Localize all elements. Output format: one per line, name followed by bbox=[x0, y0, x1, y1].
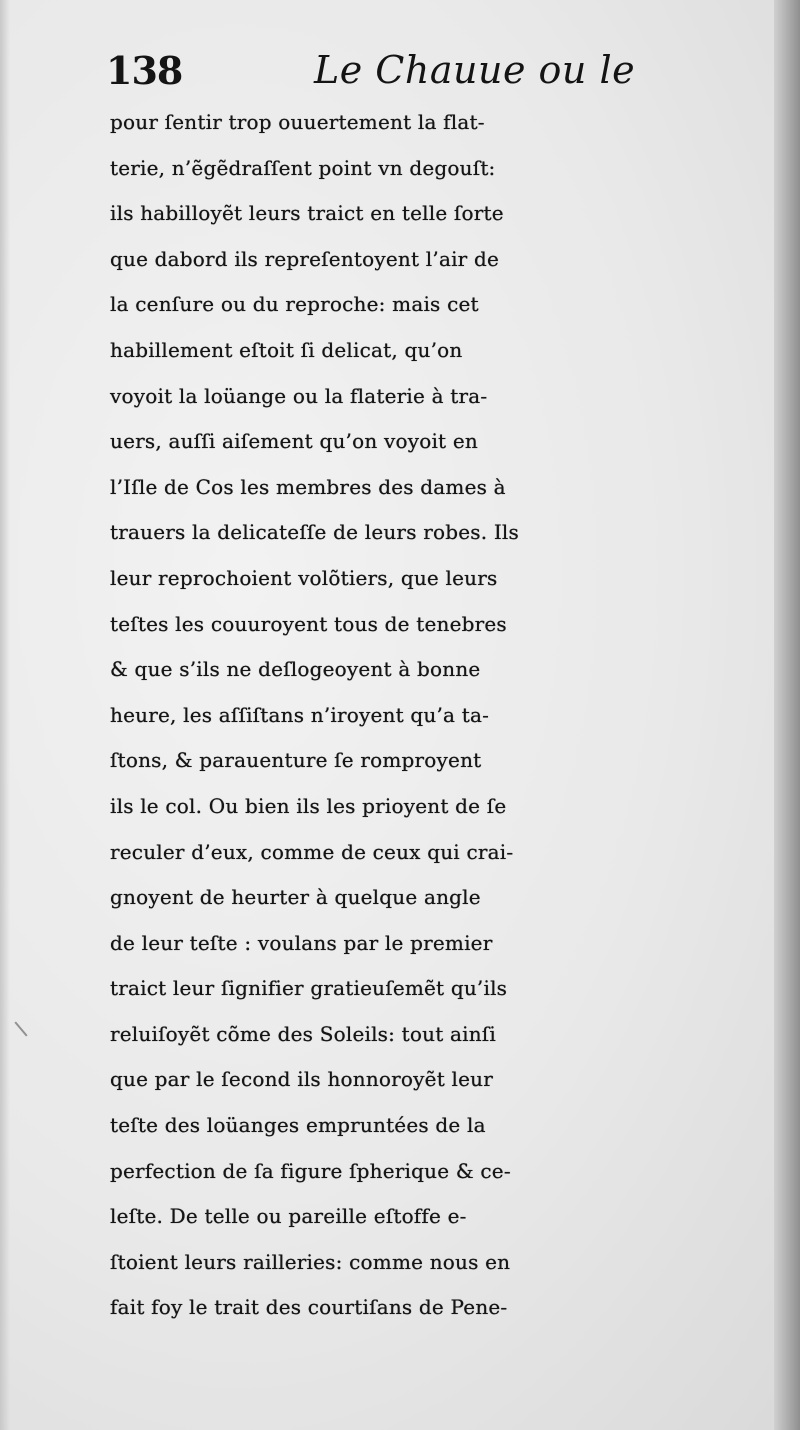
body-text bbox=[110, 100, 770, 1331]
margin-ink-mark bbox=[14, 1021, 27, 1036]
text-line: traict leur ſignifier gratieuſemẽt qu’ils bbox=[110, 976, 508, 1001]
text-line: ils le col. Ou bien ils les prioyent de ſe bbox=[110, 793, 507, 818]
text-line: trauers la delicateſſe de leurs robes. Ils bbox=[110, 520, 519, 545]
text-line: perfection de ſa figure ſpherique & ce- bbox=[110, 1158, 511, 1183]
text-line: reluiſoyẽt cõme des Soleils: tout ainſi bbox=[110, 1021, 496, 1046]
page-left-edge bbox=[0, 0, 10, 1430]
text-line: ſtons, & parauenture ſe romproyent bbox=[110, 748, 482, 773]
page-number: 138 bbox=[106, 48, 183, 93]
text-line: leur reprochoient volõtiers, que leurs bbox=[110, 565, 498, 590]
text-line: pour ſentir trop ouuertement la flat- bbox=[110, 110, 485, 134]
text-line: l’Iſle de Cos les membres des dames à bbox=[110, 474, 506, 499]
text-line: teſtes les couuroyent tous de tenebres bbox=[110, 611, 507, 636]
text-line: reculer d’eux, comme de ceux qui crai- bbox=[110, 839, 514, 864]
text-line: habillement eſtoit ſi delicat, qu’on bbox=[110, 337, 463, 362]
text-line: la cenſure ou du reproche: mais cet bbox=[110, 292, 479, 317]
text-line: voyoit la loüange ou la flaterie à tra- bbox=[110, 383, 488, 408]
text-line: heure, les aſſiſtans n’iroyent qu’a ta- bbox=[110, 702, 490, 727]
text-line: fait foy le trait des courtiſans de Pene- bbox=[110, 1295, 508, 1320]
text-line: que par le ſecond ils honnoroyẽt leur bbox=[110, 1067, 493, 1092]
text-line: gnoyent de heurter à quelque angle bbox=[110, 885, 481, 910]
page-right-edge-shadow bbox=[774, 0, 800, 1430]
text-line: ils habilloyẽt leurs traict en telle ſorte bbox=[110, 201, 504, 226]
text-line: de leur teſte : voulans par le premier bbox=[110, 930, 493, 955]
page-header bbox=[106, 44, 766, 100]
text-line: que dabord ils repreſentoyent l’air de bbox=[110, 246, 500, 271]
text-line: & que s’ils ne deſlogeoyent à bonne bbox=[110, 657, 481, 682]
text-line: leſte. De telle ou pareille eſtoffe e- bbox=[110, 1204, 467, 1229]
running-title: Le Chauue ou le bbox=[314, 48, 636, 92]
text-line: uers, auſſi aiſement qu’on voyoit en bbox=[110, 429, 478, 454]
text-line: teſte des loüanges empruntées de la bbox=[110, 1113, 486, 1138]
text-line: terie, n’ẽgẽdraſſent point vn degouſt: bbox=[110, 155, 496, 180]
text-line: ſtoient leurs railleries: comme nous en bbox=[110, 1249, 511, 1274]
